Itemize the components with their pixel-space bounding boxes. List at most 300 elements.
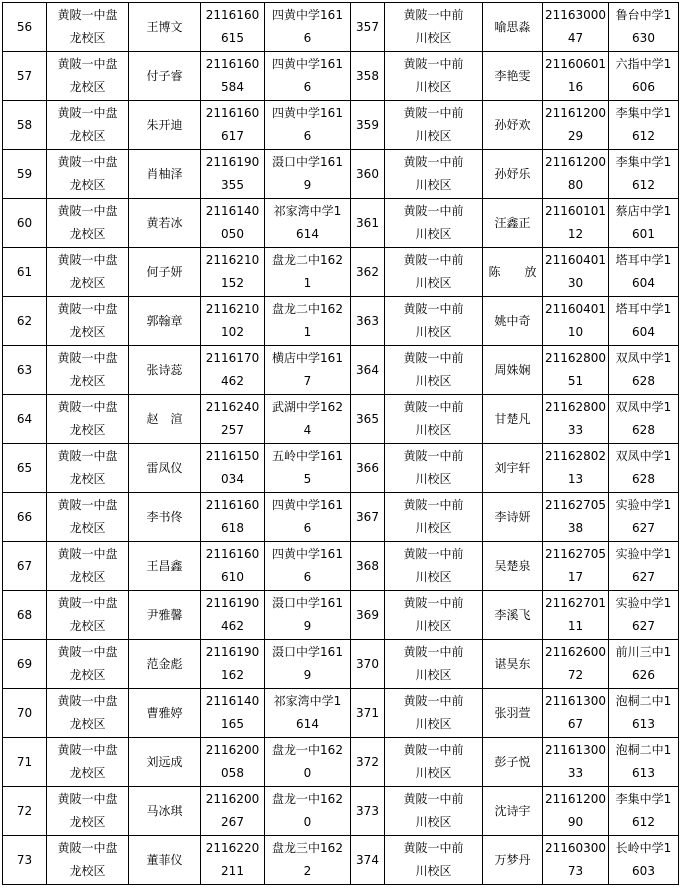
- campus-cell-line: 龙校区: [69, 668, 106, 682]
- table-body: [3, 3, 679, 885]
- school-cell-line: 盘龙二中162: [272, 253, 343, 267]
- right-student-name: 李诗妍: [483, 493, 543, 542]
- school-cell-line: 612: [632, 178, 655, 192]
- right-student-id: [543, 248, 609, 297]
- right-row-number: 364: [351, 346, 385, 395]
- right-row-number: 369: [351, 591, 385, 640]
- table-row: [3, 689, 679, 738]
- right-campus-cell: [385, 395, 483, 444]
- campus-cell-line: 黄陂一中盘: [57, 253, 118, 267]
- school-cell-line: 六指中学1: [615, 57, 672, 71]
- campus-cell-line: 黄陂一中盘: [57, 596, 118, 610]
- campus-cell-line: 龙校区: [69, 570, 106, 584]
- student-id-line: 355: [221, 178, 244, 192]
- school-cell-line: 四黄中学161: [272, 8, 343, 22]
- student-id-line: 2116210: [205, 253, 260, 267]
- right-school-cell: [609, 101, 679, 150]
- campus-cell-line: 黄陂一中前: [403, 645, 464, 659]
- student-id-line: 21161200: [544, 792, 607, 806]
- student-id-line: 21162705: [544, 498, 607, 512]
- table-row: [3, 297, 679, 346]
- left-campus-cell: [47, 297, 129, 346]
- table-row: [3, 787, 679, 836]
- campus-cell-line: 黄陂一中盘: [57, 498, 118, 512]
- left-row-number: 56: [3, 3, 47, 52]
- right-campus-cell: [385, 3, 483, 52]
- school-cell-line: 武湖中学162: [272, 400, 343, 414]
- right-row-number: 362: [351, 248, 385, 297]
- table-row: [3, 836, 679, 885]
- student-id-line: 12: [567, 227, 584, 241]
- school-cell-line: 614: [296, 227, 319, 241]
- right-student-id: [543, 346, 609, 395]
- school-cell-line: 祁家湾中学1: [273, 204, 342, 218]
- school-cell-line: 祁家湾中学1: [273, 694, 342, 708]
- left-row-number: 63: [3, 346, 47, 395]
- student-id-line: 17: [567, 570, 584, 584]
- campus-cell-line: 川校区: [415, 717, 452, 731]
- student-id-line: 21160601: [544, 57, 607, 71]
- left-campus-cell: [47, 591, 129, 640]
- school-cell-line: 李集中学1: [615, 792, 672, 806]
- campus-cell-line: 黄陂一中盘: [57, 57, 118, 71]
- right-school-cell: [609, 297, 679, 346]
- student-id-line: 618: [221, 521, 244, 535]
- campus-cell-line: 川校区: [415, 668, 452, 682]
- right-school-cell: [609, 346, 679, 395]
- table-row: [3, 493, 679, 542]
- campus-cell-line: 龙校区: [69, 815, 106, 829]
- school-cell-line: 613: [632, 717, 655, 731]
- school-cell-line: 9: [303, 619, 312, 633]
- left-student-id: [201, 101, 265, 150]
- table-row: [3, 591, 679, 640]
- right-row-number: 363: [351, 297, 385, 346]
- table-row: [3, 346, 679, 395]
- left-student-id: [201, 640, 265, 689]
- campus-cell-line: 黄陂一中盘: [57, 694, 118, 708]
- campus-cell-line: 川校区: [415, 227, 452, 241]
- left-school-cell: [265, 591, 351, 640]
- left-student-name: 曹雅婷: [129, 689, 201, 738]
- left-school-cell: [265, 248, 351, 297]
- table-row: [3, 738, 679, 787]
- right-student-name: 刘宇轩: [483, 444, 543, 493]
- school-cell-line: 604: [632, 325, 655, 339]
- left-row-number: 68: [3, 591, 47, 640]
- right-school-cell: [609, 836, 679, 885]
- right-school-cell: [609, 542, 679, 591]
- left-student-name: 王博文: [129, 3, 201, 52]
- right-student-id: [543, 199, 609, 248]
- left-campus-cell: [47, 738, 129, 787]
- campus-cell-line: 黄陂一中盘: [57, 8, 118, 22]
- right-student-id: [543, 738, 609, 787]
- student-id-line: 050: [221, 227, 244, 241]
- right-campus-cell: [385, 542, 483, 591]
- left-campus-cell: [47, 787, 129, 836]
- campus-cell-line: 黄陂一中盘: [57, 645, 118, 659]
- campus-cell-line: 龙校区: [69, 619, 106, 633]
- left-student-id: [201, 787, 265, 836]
- right-campus-cell: [385, 640, 483, 689]
- left-row-number: 57: [3, 52, 47, 101]
- campus-cell-line: 川校区: [415, 619, 452, 633]
- student-id-line: 21162701: [544, 596, 607, 610]
- student-id-line: 29: [567, 129, 584, 143]
- student-id-line: 67: [567, 717, 584, 731]
- campus-cell-line: 黄陂一中前: [403, 400, 464, 414]
- campus-cell-line: 黄陂一中盘: [57, 204, 118, 218]
- school-cell-line: 9: [303, 668, 312, 682]
- student-id-line: 152: [221, 276, 244, 290]
- left-student-id: [201, 689, 265, 738]
- left-school-cell: [265, 444, 351, 493]
- left-campus-cell: [47, 199, 129, 248]
- right-school-cell: [609, 395, 679, 444]
- campus-cell-line: 黄陂一中盘: [57, 400, 118, 414]
- school-cell-line: 613: [632, 766, 655, 780]
- student-id-line: 462: [221, 619, 244, 633]
- school-cell-line: 前川三中1: [615, 645, 672, 659]
- left-student-name: 范金彪: [129, 640, 201, 689]
- right-campus-cell: [385, 444, 483, 493]
- student-id-line: 257: [221, 423, 244, 437]
- campus-cell-line: 龙校区: [69, 31, 106, 45]
- left-student-name: 付子睿: [129, 52, 201, 101]
- right-campus-cell: [385, 52, 483, 101]
- campus-cell-line: 川校区: [415, 325, 452, 339]
- school-cell-line: 627: [632, 619, 655, 633]
- right-school-cell: [609, 787, 679, 836]
- left-student-id: [201, 738, 265, 787]
- right-row-number: 368: [351, 542, 385, 591]
- student-id-line: 21160401: [544, 302, 607, 316]
- left-student-name: 肖柚泽: [129, 150, 201, 199]
- school-cell-line: 0: [303, 766, 312, 780]
- school-cell-line: 628: [632, 472, 655, 486]
- school-cell-line: 盘龙一中162: [272, 792, 343, 806]
- campus-cell-line: 黄陂一中前: [403, 596, 464, 610]
- left-student-id: [201, 493, 265, 542]
- left-student-id: [201, 346, 265, 395]
- school-cell-line: 四黄中学161: [272, 547, 343, 561]
- left-student-id: [201, 150, 265, 199]
- school-cell-line: 7: [303, 374, 312, 388]
- admission-table: [2, 2, 679, 885]
- campus-cell-line: 黄陂一中前: [403, 302, 464, 316]
- right-student-name: 孙妤欢: [483, 101, 543, 150]
- school-cell-line: 五岭中学161: [272, 449, 343, 463]
- right-campus-cell: [385, 101, 483, 150]
- student-id-line: 2116160: [205, 8, 260, 22]
- school-cell-line: 李集中学1: [615, 106, 672, 120]
- campus-cell-line: 川校区: [415, 815, 452, 829]
- school-cell-line: 双凤中学1: [615, 400, 672, 414]
- right-campus-cell: [385, 297, 483, 346]
- right-row-number: 358: [351, 52, 385, 101]
- campus-cell-line: 龙校区: [69, 717, 106, 731]
- student-id-line: 2116190: [205, 596, 260, 610]
- left-student-name: 马冰琪: [129, 787, 201, 836]
- student-id-line: 21162600: [544, 645, 607, 659]
- school-cell-line: 6: [303, 521, 312, 535]
- student-id-line: 72: [567, 668, 584, 682]
- school-cell-line: 李集中学1: [615, 155, 672, 169]
- right-student-name: 姚中奇: [483, 297, 543, 346]
- school-cell-line: 601: [632, 227, 655, 241]
- left-school-cell: [265, 52, 351, 101]
- student-id-line: 2116170: [205, 351, 260, 365]
- right-school-cell: [609, 444, 679, 493]
- campus-cell-line: 川校区: [415, 31, 452, 45]
- student-id-line: 21162800: [544, 351, 607, 365]
- campus-cell-line: 龙校区: [69, 129, 106, 143]
- student-id-line: 13: [567, 472, 584, 486]
- right-row-number: 367: [351, 493, 385, 542]
- right-school-cell: [609, 3, 679, 52]
- school-cell-line: 6: [303, 31, 312, 45]
- campus-cell-line: 龙校区: [69, 227, 106, 241]
- left-school-cell: [265, 738, 351, 787]
- student-id-line: 30: [567, 276, 584, 290]
- student-id-line: 462: [221, 374, 244, 388]
- left-campus-cell: [47, 52, 129, 101]
- school-cell-line: 塔耳中学1: [615, 253, 672, 267]
- left-school-cell: [265, 542, 351, 591]
- school-cell-line: 628: [632, 374, 655, 388]
- right-student-name: 彭子悦: [483, 738, 543, 787]
- right-row-number: 365: [351, 395, 385, 444]
- school-cell-line: 实验中学1: [615, 547, 672, 561]
- left-row-number: 62: [3, 297, 47, 346]
- school-cell-line: 长岭中学1: [615, 841, 672, 855]
- left-row-number: 67: [3, 542, 47, 591]
- student-id-line: 584: [221, 80, 244, 94]
- campus-cell-line: 黄陂一中前: [403, 57, 464, 71]
- campus-cell-line: 龙校区: [69, 864, 106, 878]
- student-id-line: 102: [221, 325, 244, 339]
- right-campus-cell: [385, 787, 483, 836]
- campus-cell-line: 黄陂一中盘: [57, 155, 118, 169]
- left-student-name: 郭翰章: [129, 297, 201, 346]
- campus-cell-line: 黄陂一中前: [403, 8, 464, 22]
- left-campus-cell: [47, 346, 129, 395]
- right-student-name: 周姝娴: [483, 346, 543, 395]
- campus-cell-line: 川校区: [415, 570, 452, 584]
- school-cell-line: 612: [632, 815, 655, 829]
- right-campus-cell: [385, 493, 483, 542]
- left-campus-cell: [47, 101, 129, 150]
- student-id-line: 47: [567, 31, 584, 45]
- left-school-cell: [265, 640, 351, 689]
- right-school-cell: [609, 738, 679, 787]
- campus-cell-line: 黄陂一中前: [403, 743, 464, 757]
- student-id-line: 11: [567, 619, 584, 633]
- campus-cell-line: 龙校区: [69, 423, 106, 437]
- right-student-id: [543, 297, 609, 346]
- campus-cell-line: 黄陂一中前: [403, 547, 464, 561]
- school-cell-line: 1: [303, 276, 312, 290]
- right-row-number: 370: [351, 640, 385, 689]
- left-row-number: 58: [3, 101, 47, 150]
- left-student-name: 雷凤仪: [129, 444, 201, 493]
- right-student-name: 甘楚凡: [483, 395, 543, 444]
- school-cell-line: 6: [303, 129, 312, 143]
- right-campus-cell: [385, 150, 483, 199]
- right-row-number: 360: [351, 150, 385, 199]
- school-cell-line: 604: [632, 276, 655, 290]
- right-student-name: 喻思淼: [483, 3, 543, 52]
- school-cell-line: 盘龙一中162: [272, 743, 343, 757]
- campus-cell-line: 黄陂一中盘: [57, 302, 118, 316]
- student-id-line: 2116160: [205, 106, 260, 120]
- right-student-id: [543, 52, 609, 101]
- right-student-name: 陈 放: [483, 248, 543, 297]
- student-id-line: 2116160: [205, 498, 260, 512]
- right-campus-cell: [385, 689, 483, 738]
- right-student-id: [543, 150, 609, 199]
- school-cell-line: 603: [632, 864, 655, 878]
- school-cell-line: 双凤中学1: [615, 449, 672, 463]
- student-id-line: 21161300: [544, 743, 607, 757]
- student-id-line: 2116160: [205, 547, 260, 561]
- school-cell-line: 四黄中学161: [272, 57, 343, 71]
- student-id-line: 2116190: [205, 155, 260, 169]
- left-student-id: [201, 52, 265, 101]
- left-student-id: [201, 444, 265, 493]
- student-id-line: 21161200: [544, 106, 607, 120]
- left-row-number: 72: [3, 787, 47, 836]
- right-school-cell: [609, 150, 679, 199]
- school-cell-line: 9: [303, 178, 312, 192]
- left-school-cell: [265, 493, 351, 542]
- student-id-line: 21162802: [544, 449, 607, 463]
- left-school-cell: [265, 836, 351, 885]
- school-cell-line: 盘龙二中162: [272, 302, 343, 316]
- table-row: [3, 542, 679, 591]
- student-id-line: 90: [567, 815, 584, 829]
- left-row-number: 71: [3, 738, 47, 787]
- school-cell-line: 0: [303, 815, 312, 829]
- right-row-number: 366: [351, 444, 385, 493]
- school-cell-line: 泡桐二中1: [615, 694, 672, 708]
- left-student-id: [201, 836, 265, 885]
- campus-cell-line: 黄陂一中前: [403, 253, 464, 267]
- right-row-number: 361: [351, 199, 385, 248]
- student-id-line: 10: [567, 325, 584, 339]
- table-row: [3, 101, 679, 150]
- school-cell-line: 实验中学1: [615, 596, 672, 610]
- school-cell-line: 盘龙三中162: [272, 841, 343, 855]
- school-cell-line: 627: [632, 521, 655, 535]
- student-id-line: 73: [567, 864, 584, 878]
- student-id-line: 51: [567, 374, 584, 388]
- left-row-number: 73: [3, 836, 47, 885]
- left-campus-cell: [47, 640, 129, 689]
- school-cell-line: 2: [303, 864, 312, 878]
- campus-cell-line: 黄陂一中盘: [57, 792, 118, 806]
- left-student-id: [201, 542, 265, 591]
- school-cell-line: 鲁台中学1: [615, 8, 672, 22]
- right-student-id: [543, 493, 609, 542]
- school-cell-line: 四黄中学161: [272, 106, 343, 120]
- left-student-id: [201, 591, 265, 640]
- campus-cell-line: 川校区: [415, 80, 452, 94]
- right-campus-cell: [385, 836, 483, 885]
- right-campus-cell: [385, 591, 483, 640]
- right-row-number: 359: [351, 101, 385, 150]
- campus-cell-line: 龙校区: [69, 325, 106, 339]
- left-student-name: 尹雅馨: [129, 591, 201, 640]
- student-id-line: 2116240: [205, 400, 260, 414]
- left-student-name: 朱开迪: [129, 101, 201, 150]
- student-id-line: 21160101: [544, 204, 607, 218]
- school-cell-line: 滠口中学161: [272, 645, 343, 659]
- right-row-number: 372: [351, 738, 385, 787]
- campus-cell-line: 川校区: [415, 472, 452, 486]
- school-cell-line: 蔡店中学1: [615, 204, 672, 218]
- student-id-line: 034: [221, 472, 244, 486]
- student-id-line: 2116200: [205, 743, 260, 757]
- table-row: [3, 444, 679, 493]
- left-campus-cell: [47, 248, 129, 297]
- right-school-cell: [609, 640, 679, 689]
- right-campus-cell: [385, 738, 483, 787]
- student-id-line: 2116190: [205, 645, 260, 659]
- left-row-number: 69: [3, 640, 47, 689]
- campus-cell-line: 龙校区: [69, 472, 106, 486]
- left-student-id: [201, 199, 265, 248]
- right-student-id: [543, 689, 609, 738]
- right-student-name: 张羽萱: [483, 689, 543, 738]
- school-cell-line: 606: [632, 80, 655, 94]
- right-student-name: 汪鑫正: [483, 199, 543, 248]
- table-row: [3, 150, 679, 199]
- student-id-line: 058: [221, 766, 244, 780]
- student-id-line: 21161300: [544, 694, 607, 708]
- right-campus-cell: [385, 346, 483, 395]
- left-student-name: 黄若冰: [129, 199, 201, 248]
- campus-cell-line: 黄陂一中前: [403, 449, 464, 463]
- school-cell-line: 滠口中学161: [272, 596, 343, 610]
- left-school-cell: [265, 150, 351, 199]
- campus-cell-line: 川校区: [415, 374, 452, 388]
- student-id-line: 162: [221, 668, 244, 682]
- campus-cell-line: 龙校区: [69, 766, 106, 780]
- campus-cell-line: 黄陂一中盘: [57, 743, 118, 757]
- campus-cell-line: 川校区: [415, 864, 452, 878]
- student-id-line: 16: [567, 80, 584, 94]
- school-cell-line: 实验中学1: [615, 498, 672, 512]
- right-student-name: 沈诗宇: [483, 787, 543, 836]
- student-id-line: 165: [221, 717, 244, 731]
- school-cell-line: 628: [632, 423, 655, 437]
- student-id-line: 38: [567, 521, 584, 535]
- left-student-id: [201, 395, 265, 444]
- table-row: [3, 52, 679, 101]
- left-campus-cell: [47, 542, 129, 591]
- left-student-id: [201, 297, 265, 346]
- left-campus-cell: [47, 3, 129, 52]
- right-campus-cell: [385, 248, 483, 297]
- campus-cell-line: 黄陂一中前: [403, 694, 464, 708]
- student-id-line: 2116200: [205, 792, 260, 806]
- campus-cell-line: 龙校区: [69, 276, 106, 290]
- left-school-cell: [265, 787, 351, 836]
- right-student-name: 孙妤乐: [483, 150, 543, 199]
- student-id-line: 33: [567, 423, 584, 437]
